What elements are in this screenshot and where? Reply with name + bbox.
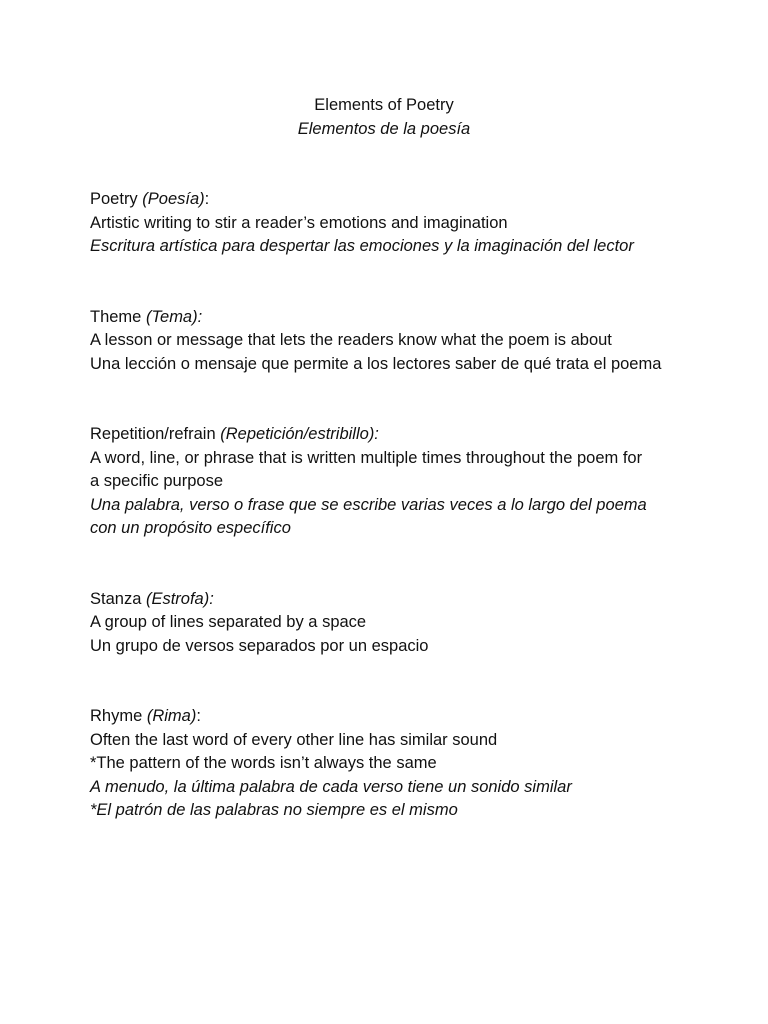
term-heading xyxy=(90,705,678,729)
definition-line: A word, line, or phrase that is written multiple times throughout the poem for xyxy=(90,448,643,467)
term-colon: : xyxy=(204,190,210,208)
term-translation: (Tema): xyxy=(145,307,203,326)
term-heading xyxy=(90,306,678,330)
definition-line: A menudo, la última palabra de cada verso tiene un sonido similar xyxy=(90,777,572,796)
term-name: Theme xyxy=(90,307,142,326)
term-heading xyxy=(90,423,678,447)
term-name: Poetry xyxy=(90,190,138,208)
definition-line: con un propósito específico xyxy=(90,519,291,537)
title-block xyxy=(90,94,678,141)
definition-section xyxy=(90,188,678,259)
definition-line: Escritura artística para despertar las emociones y la imaginación del lector xyxy=(90,237,634,255)
definition-line: A lesson or message that lets the readers know what the poem is about xyxy=(90,331,612,349)
term-name: Stanza xyxy=(90,589,142,608)
definition-line: Un grupo de versos separados por un espacio xyxy=(90,636,429,655)
definition-line: a specific purpose xyxy=(90,472,223,490)
term-heading xyxy=(90,188,678,212)
definition-line: Often the last word of every other line has similar sound xyxy=(90,730,498,749)
term-translation: (Estrofa): xyxy=(145,589,214,608)
definition-line: Artistic writing to stir a reader’s emotions and imagination xyxy=(90,213,508,232)
definition-line: A group of lines separated by a space xyxy=(90,613,367,631)
definition-line: *The pattern of the words isn’t always the same xyxy=(90,754,437,772)
page-subtitle: Elementos de la poesía xyxy=(297,119,471,138)
term-name: Rhyme xyxy=(90,707,143,725)
definition-section xyxy=(90,306,678,377)
definitions-list xyxy=(90,188,678,823)
term-colon: : xyxy=(196,707,201,725)
term-translation: (Repetición/estribillo): xyxy=(220,425,379,443)
page-title: Elements of Poetry xyxy=(314,96,454,114)
definition-line: Una lección o mensaje que permite a los lectores saber de qué trata el poema xyxy=(90,354,662,373)
definition-section xyxy=(90,423,678,541)
definition-line: *El patrón de las palabras no siempre es el mismo xyxy=(90,801,458,819)
definition-section xyxy=(90,705,678,823)
term-name: Repetition/refrain xyxy=(90,425,216,443)
definition-line: Una palabra, verso o frase que se escribe varias veces a lo largo del poema xyxy=(90,495,647,514)
definition-section xyxy=(90,588,678,659)
term-heading xyxy=(90,588,678,612)
term-translation: (Poesía) xyxy=(142,190,205,208)
term-translation: (Rima) xyxy=(146,707,197,725)
